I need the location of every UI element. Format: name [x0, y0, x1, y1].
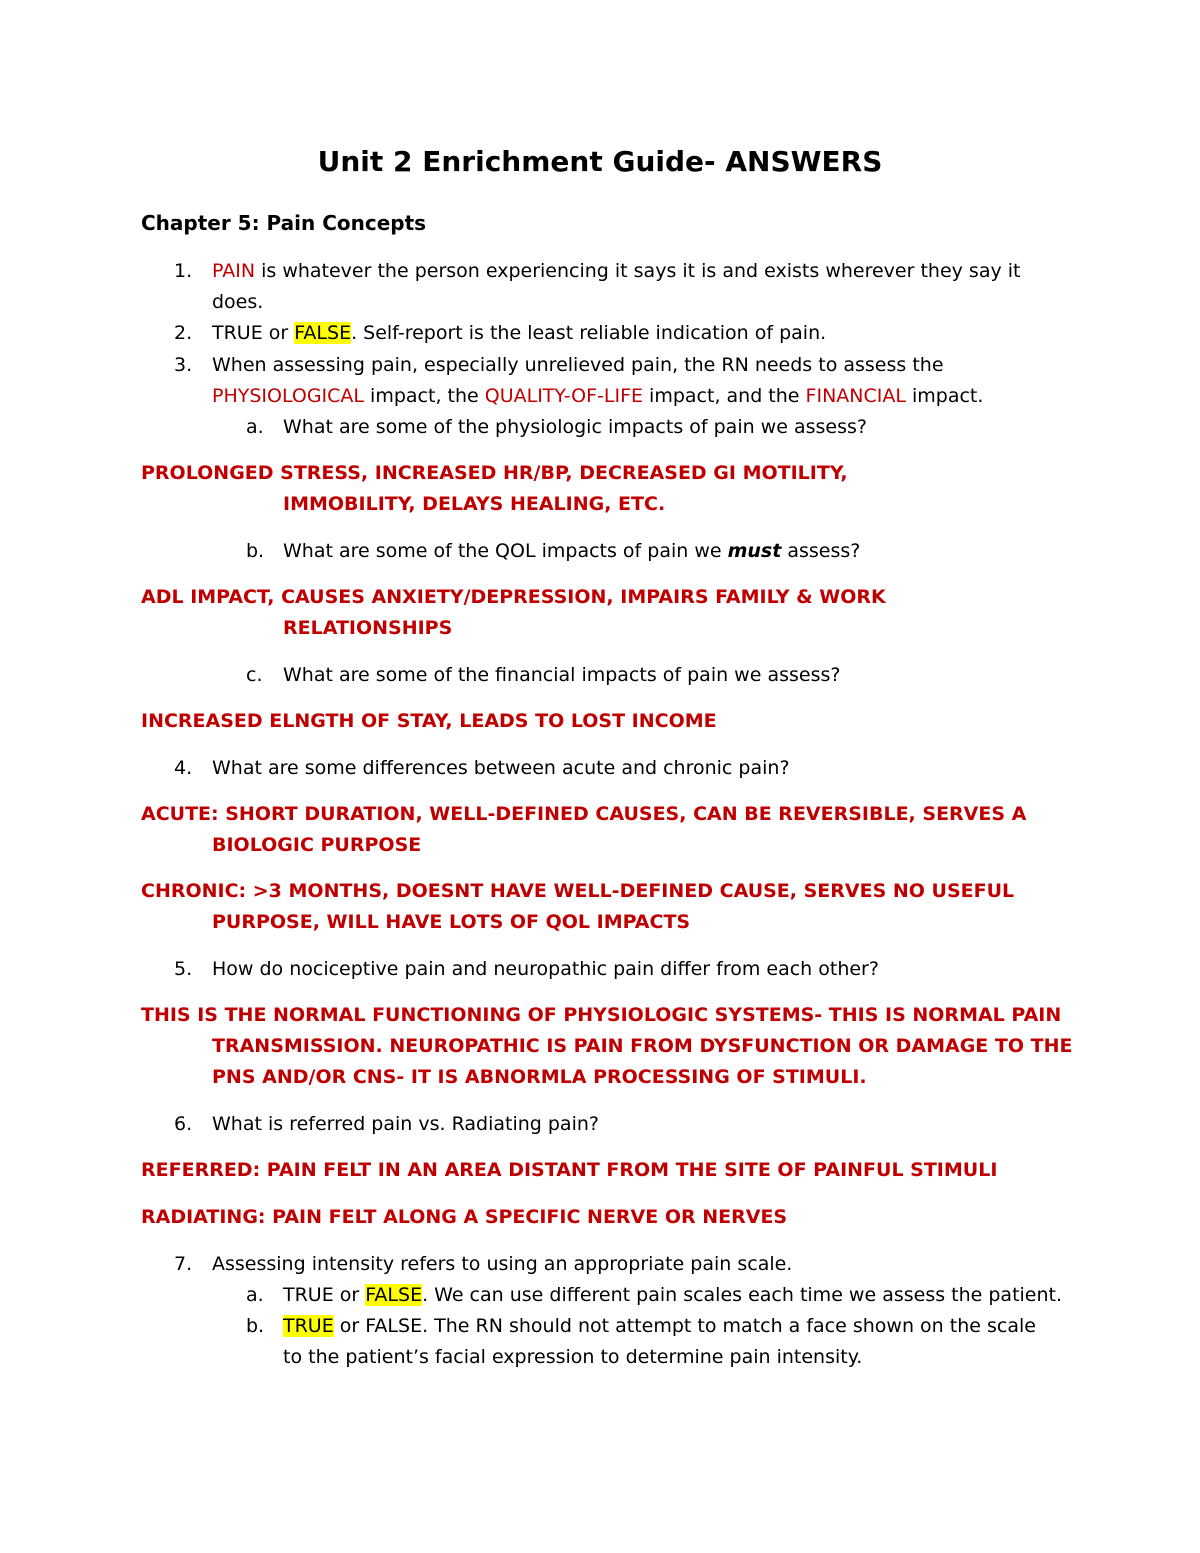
q1-line-1 — [212, 260, 1020, 282]
q3a-text: What are some of the physiologic impacts of pain we assess? — [283, 416, 867, 438]
q3-text-3: impact. — [905, 385, 984, 407]
q3b-letter: b. — [246, 540, 265, 562]
q3b-post: assess? — [781, 540, 861, 562]
q7a-line — [283, 1284, 1062, 1306]
q7b-line-2: to the patient’s facial expression to determine pain intensity. — [283, 1346, 863, 1368]
q5-answer-line-1: THIS IS THE NORMAL FUNCTIONING OF PHYSIOLOGIC SYSTEMS- THIS IS NORMAL PAIN — [141, 1004, 1062, 1026]
q4-number: 4. — [174, 757, 193, 779]
q3b-answer-line-2: RELATIONSHIPS — [283, 617, 453, 639]
q2-line — [212, 322, 826, 344]
q5-text: How do nociceptive pain and neuropathic pain differ from each other? — [212, 958, 879, 980]
q3c-answer: INCREASED ELNGTH OF STAY, LEADS TO LOST INCOME — [141, 710, 717, 732]
q3a-answer-line-2: IMMOBILITY, DELAYS HEALING, ETC. — [283, 493, 666, 515]
q4-acute-line-2: BIOLOGIC PURPOSE — [212, 834, 422, 856]
chapter-heading: Chapter 5: Pain Concepts — [141, 211, 427, 235]
q7b-line-1 — [283, 1315, 1036, 1337]
q5-number: 5. — [174, 958, 193, 980]
q2-answer: FALSE — [294, 322, 352, 344]
q3c-text: What are some of the financial impacts of pain we assess? — [283, 664, 841, 686]
q7a-pre: TRUE or — [283, 1284, 366, 1306]
q3-text-2: impact, and the — [643, 385, 806, 407]
q2-text: . Self-report is the least reliable indication of pain. — [351, 322, 827, 344]
q2-number: 2. — [174, 322, 193, 344]
q3a-letter: a. — [246, 416, 264, 438]
q7b-letter: b. — [246, 1315, 265, 1337]
q7a-answer: FALSE — [365, 1284, 423, 1306]
q3a-answer-line-1: PROLONGED STRESS, INCREASED HR/BP, DECREASED GI MOTILITY, — [141, 462, 848, 484]
q3c-letter: c. — [246, 664, 263, 686]
q4-acute-line-1: ACUTE: SHORT DURATION, WELL-DEFINED CAUSES, CAN BE REVERSIBLE, SERVES A — [141, 803, 1027, 825]
q7b-text: or FALSE. The RN should not attempt to match a face shown on the scale — [333, 1315, 1036, 1337]
q1-line-2: does. — [212, 291, 264, 313]
q6-number: 6. — [174, 1113, 193, 1135]
q2-pre: TRUE or — [212, 322, 295, 344]
q7a-text: . We can use different pain scales each time we assess the patient. — [422, 1284, 1063, 1306]
q6-answer-radiating: RADIATING: PAIN FELT ALONG A SPECIFIC NERVE OR NERVES — [141, 1206, 788, 1228]
q3-answer-physiological: PHYSIOLOGICAL — [212, 385, 365, 407]
q6-answer-referred: REFERRED: PAIN FELT IN AN AREA DISTANT FROM THE SITE OF PAINFUL STIMULI — [141, 1159, 998, 1181]
q7b-answer: TRUE — [283, 1315, 334, 1337]
q5-answer-line-3: PNS AND/OR CNS- IT IS ABNORMLA PROCESSING OF STIMULI. — [212, 1066, 867, 1088]
q4-chronic-line-2: PURPOSE, WILL HAVE LOTS OF QOL IMPACTS — [212, 911, 691, 933]
q7a-letter: a. — [246, 1284, 264, 1306]
q3-text-1: impact, the — [364, 385, 485, 407]
q3-answer-quality-of-life: QUALITY-OF-LIFE — [484, 385, 644, 407]
q3b-pre: What are some of the QOL impacts of pain we — [283, 540, 728, 562]
q5-answer-line-2: TRANSMISSION. NEUROPATHIC IS PAIN FROM DYSFUNCTION OR DAMAGE TO THE — [212, 1035, 1073, 1057]
q4-chronic-line-1: CHRONIC: >3 MONTHS, DOESNT HAVE WELL-DEFINED CAUSE, SERVES NO USEFUL — [141, 880, 1015, 902]
q7-number: 7. — [174, 1253, 193, 1275]
q3-line-2 — [212, 385, 983, 407]
q3-answer-financial: FINANCIAL — [805, 385, 906, 407]
q7-text: Assessing intensity refers to using an appropriate pain scale. — [212, 1253, 793, 1275]
q1-number: 1. — [174, 260, 193, 282]
q6-text: What is referred pain vs. Radiating pain? — [212, 1113, 599, 1135]
q3-line-1: When assessing pain, especially unrelieved pain, the RN needs to assess the — [212, 354, 944, 376]
q3b-emphasis: must — [727, 540, 782, 562]
q3b-line — [283, 540, 860, 562]
q4-text: What are some differences between acute and chronic pain? — [212, 757, 790, 779]
page-title: Unit 2 Enrichment Guide- ANSWERS — [317, 145, 883, 178]
q3-number: 3. — [174, 354, 193, 376]
q3b-answer-line-1: ADL IMPACT, CAUSES ANXIETY/DEPRESSION, IMPAIRS FAMILY & WORK — [141, 586, 886, 608]
q1-answer: PAIN — [212, 260, 256, 282]
q1-text: is whatever the person experiencing it says it is and exists wherever they say it — [255, 260, 1021, 282]
